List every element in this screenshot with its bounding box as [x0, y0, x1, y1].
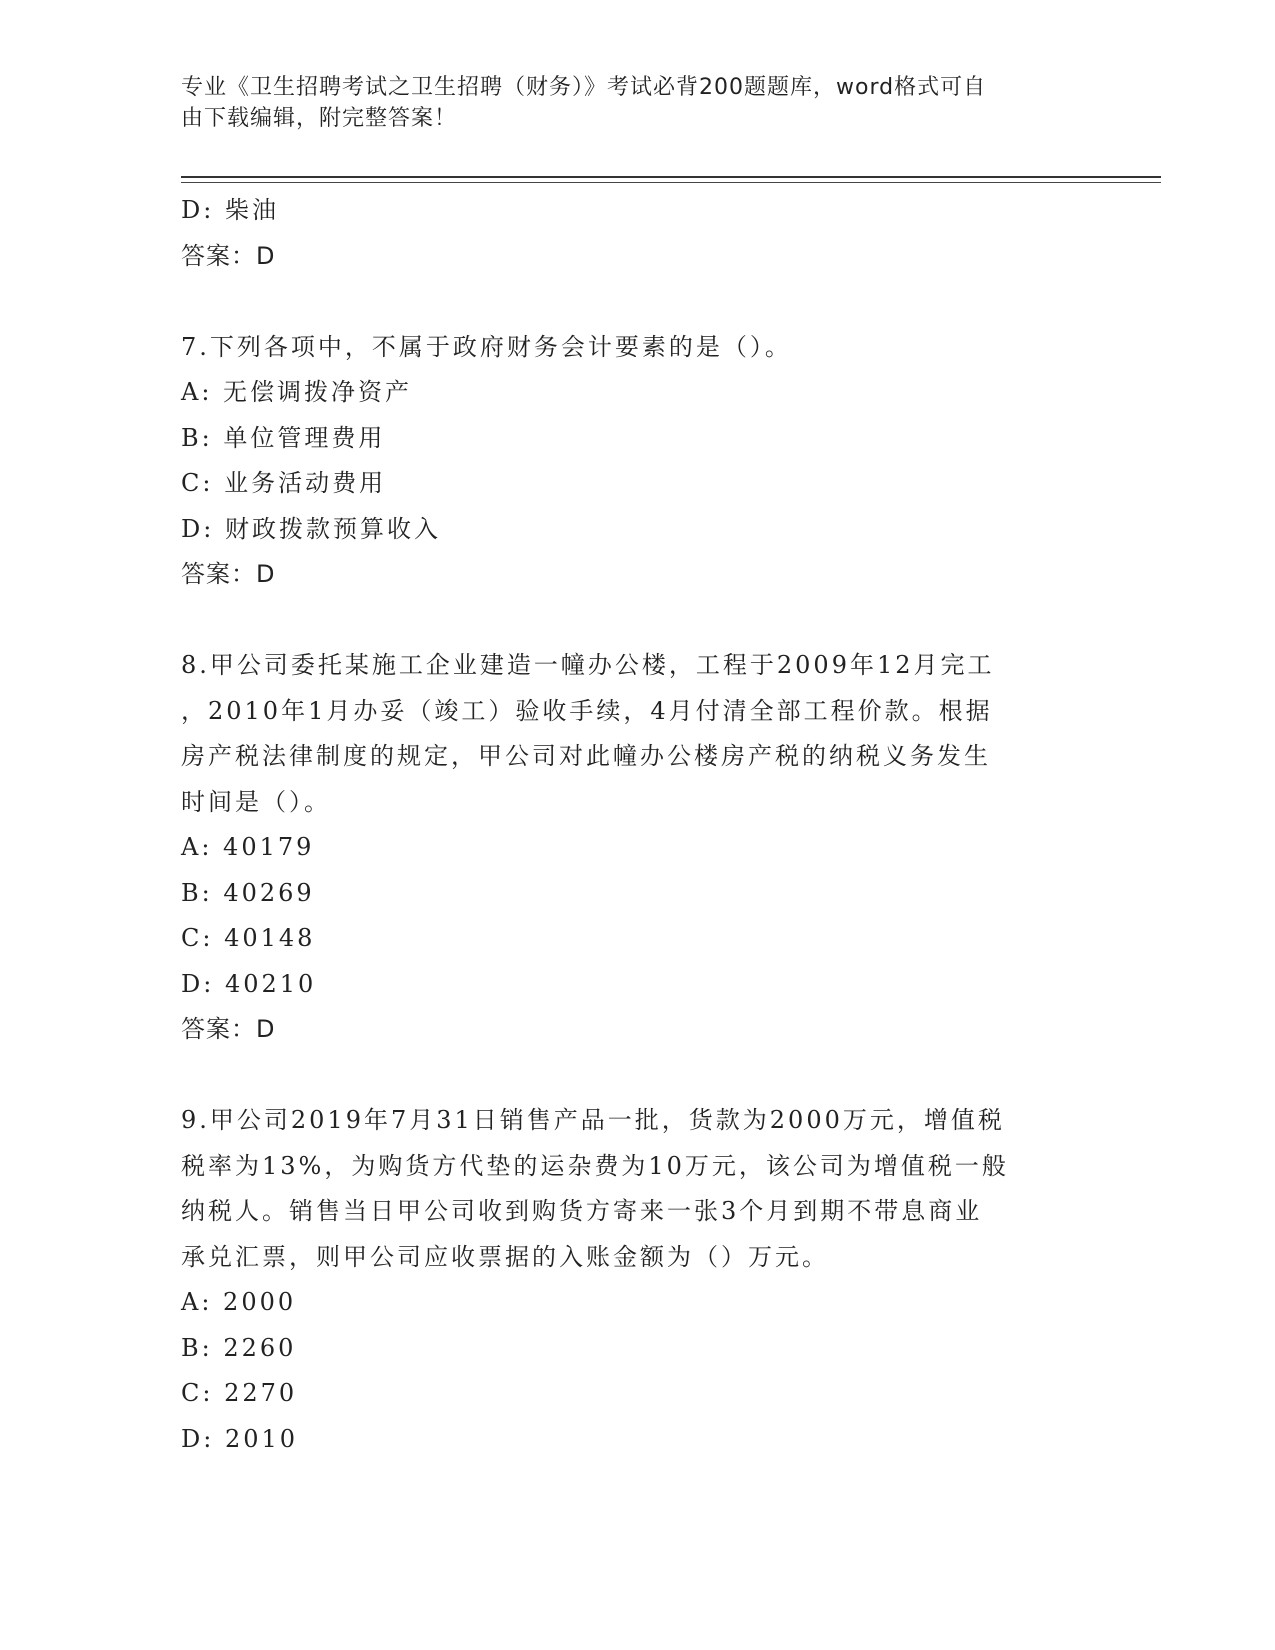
question-8 — [181, 643, 1081, 1053]
header-line-2: 由下载编辑，附完整答案！ — [181, 106, 458, 131]
question-stem: 承兑汇票，则甲公司应收票据的入账金额为（）万元。 — [181, 1242, 829, 1271]
question-stem: ，2010年1月办妥（竣工）验收手续，4月付清全部工程价款。根据 — [181, 696, 993, 725]
question-stem: 房产税法律制度的规定，甲公司对此幢办公楼房产税的纳税义务发生 — [181, 742, 991, 770]
header-line-1: 专业《卫生招聘考试之卫生招聘（财务）》考试必背200题题库，word格式可自 — [181, 75, 987, 100]
header-divider-thin — [181, 182, 1161, 183]
option-b: B: 40269 — [181, 878, 315, 907]
spacer — [181, 279, 1081, 325]
option-c: C: 40148 — [181, 924, 316, 952]
previous-question-tail — [181, 188, 1081, 279]
answer-line: 答案：D — [181, 560, 276, 588]
option-d: D: 40210 — [181, 969, 317, 998]
option-c: C: 业务活动费用 — [181, 469, 387, 497]
option-d: D: 柴油 — [181, 196, 279, 224]
option-b: B: 2260 — [181, 1333, 297, 1362]
question-stem: 纳税人。销售当日甲公司收到购货方寄来一张3个月到期不带息商业 — [181, 1197, 983, 1225]
answer-line: 答案：D — [181, 241, 276, 270]
option-a: A: 无偿调拨净资产 — [181, 378, 413, 406]
question-stem: 9.甲公司2019年7月31日销售产品一批，货款为2000万元，增值税 — [181, 1106, 1005, 1134]
option-a: A: 40179 — [181, 833, 315, 861]
question-stem: 时间是（）。 — [181, 787, 331, 816]
option-c: C: 2270 — [181, 1379, 298, 1407]
option-d: D: 2010 — [181, 1424, 299, 1453]
question-stem: 7.下列各项中，不属于政府财务会计要素的是（）。 — [181, 332, 792, 361]
question-stem: 8.甲公司委托某施工企业建造一幢办公楼，工程于2009年12月完工 — [181, 651, 995, 679]
spacer — [181, 1053, 1081, 1099]
document-header — [181, 72, 1061, 134]
answer-line: 答案：D — [181, 1015, 276, 1043]
question-7 — [181, 325, 1081, 598]
question-9 — [181, 1098, 1081, 1462]
option-a: A: 2000 — [181, 1288, 297, 1316]
question-stem: 税率为13%，为购货方代垫的运杂费为10万元，该公司为增值税一般 — [181, 1151, 1009, 1180]
option-b: B: 单位管理费用 — [181, 423, 386, 452]
question-list — [181, 188, 1081, 1462]
spacer — [181, 598, 1081, 644]
header-divider-thick — [181, 176, 1161, 178]
option-d: D: 财政拨款预算收入 — [181, 514, 441, 543]
